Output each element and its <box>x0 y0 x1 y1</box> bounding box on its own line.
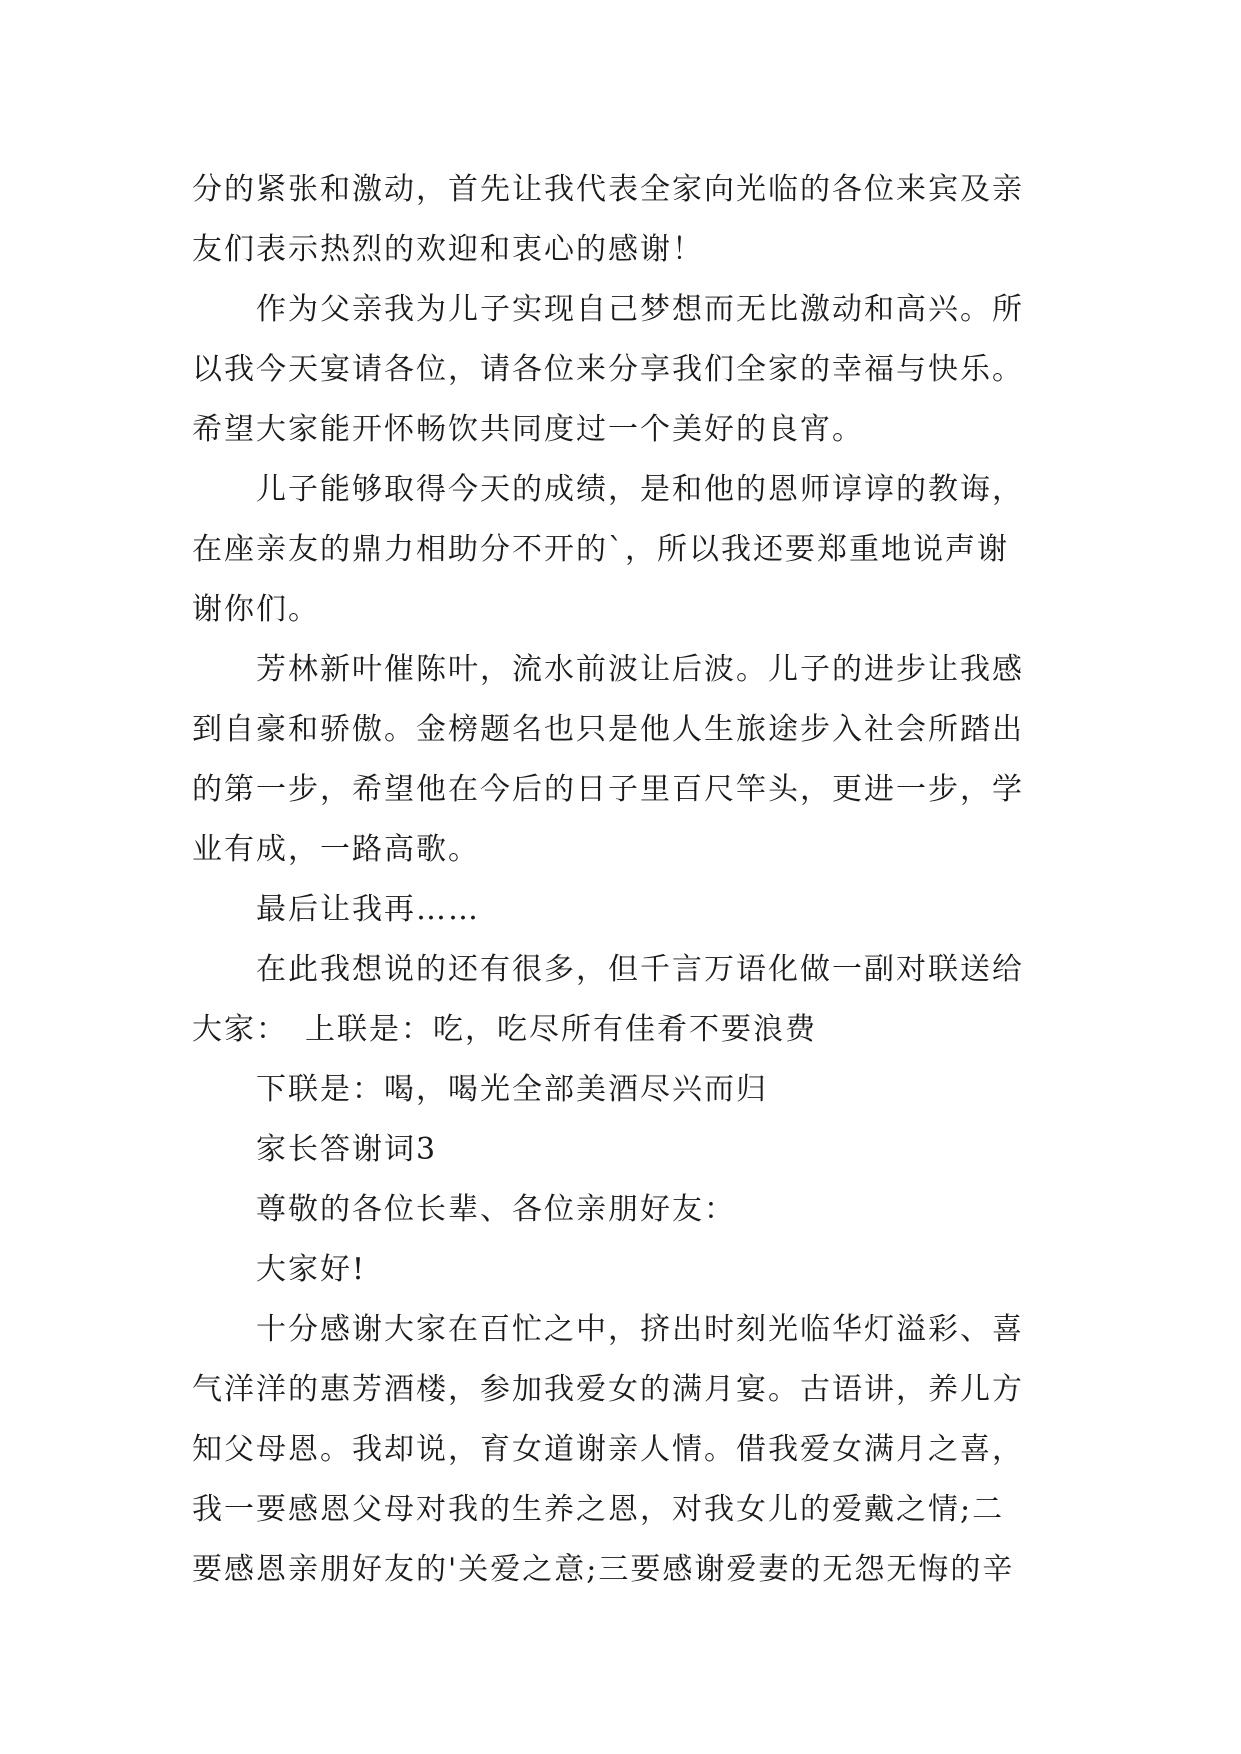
text-line: 最后让我再…… <box>256 892 480 927</box>
text-line: 大家： 上联是：吃，吃尽所有佳肴不要浪费 <box>192 1012 817 1047</box>
text-line: 友们表示热烈的欢迎和衷心的感谢！ <box>192 232 704 267</box>
section-heading: 家长答谢词3 <box>256 1132 438 1167</box>
document-body <box>192 160 1072 1600</box>
text-line: 以我今天宴请各位，请各位来分享我们全家的幸福与快乐。 <box>192 352 1024 387</box>
text-line: 下联是：喝，喝光全部美酒尽兴而归 <box>256 1072 768 1107</box>
text-line: 要感恩亲朋好友的'关爱之意;三要感谢爱妻的无怨无悔的辛 <box>192 1552 1015 1587</box>
text-line: 希望大家能开怀畅饮共同度过一个美好的良宵。 <box>192 412 864 447</box>
text-line: 我一要感恩父母对我的生养之恩，对我女儿的爱戴之情;二 <box>192 1492 1005 1527</box>
text-line: 分的紧张和激动，首先让我代表全家向光临的各位来宾及亲 <box>192 172 1024 207</box>
text-line: 作为父亲我为儿子实现自己梦想而无比激动和高兴。所 <box>256 292 1024 327</box>
text-line: 在此我想说的还有很多，但千言万语化做一副对联送给 <box>256 952 1024 987</box>
salutation: 尊敬的各位长辈、各位亲朋好友： <box>256 1192 736 1227</box>
text-line: 业有成，一路高歌。 <box>192 832 480 867</box>
text-line: 谢你们。 <box>192 592 320 627</box>
text-line: 儿子能够取得今天的成绩，是和他的恩师谆谆的教诲， <box>256 472 1024 507</box>
text-line: 到自豪和骄傲。金榜题名也只是他人生旅途步入社会所踏出 <box>192 712 1024 747</box>
text-line: 在座亲友的鼎力相助分不开的`，所以我还要郑重地说声谢 <box>192 532 1009 567</box>
text-line: 气洋洋的惠芳酒楼，参加我爱女的满月宴。古语讲，养儿方 <box>192 1372 1024 1407</box>
text-line: 的第一步，希望他在今后的日子里百尺竿头，更进一步，学 <box>192 772 1024 807</box>
text-line: 芳林新叶催陈叶，流水前波让后波。儿子的进步让我感 <box>256 652 1024 687</box>
text-line: 十分感谢大家在百忙之中，挤出时刻光临华灯溢彩、喜 <box>256 1312 1024 1347</box>
text-line: 知父母恩。我却说，育女道谢亲人情。借我爱女满月之喜， <box>192 1432 1024 1467</box>
greeting: 大家好! <box>256 1252 367 1287</box>
